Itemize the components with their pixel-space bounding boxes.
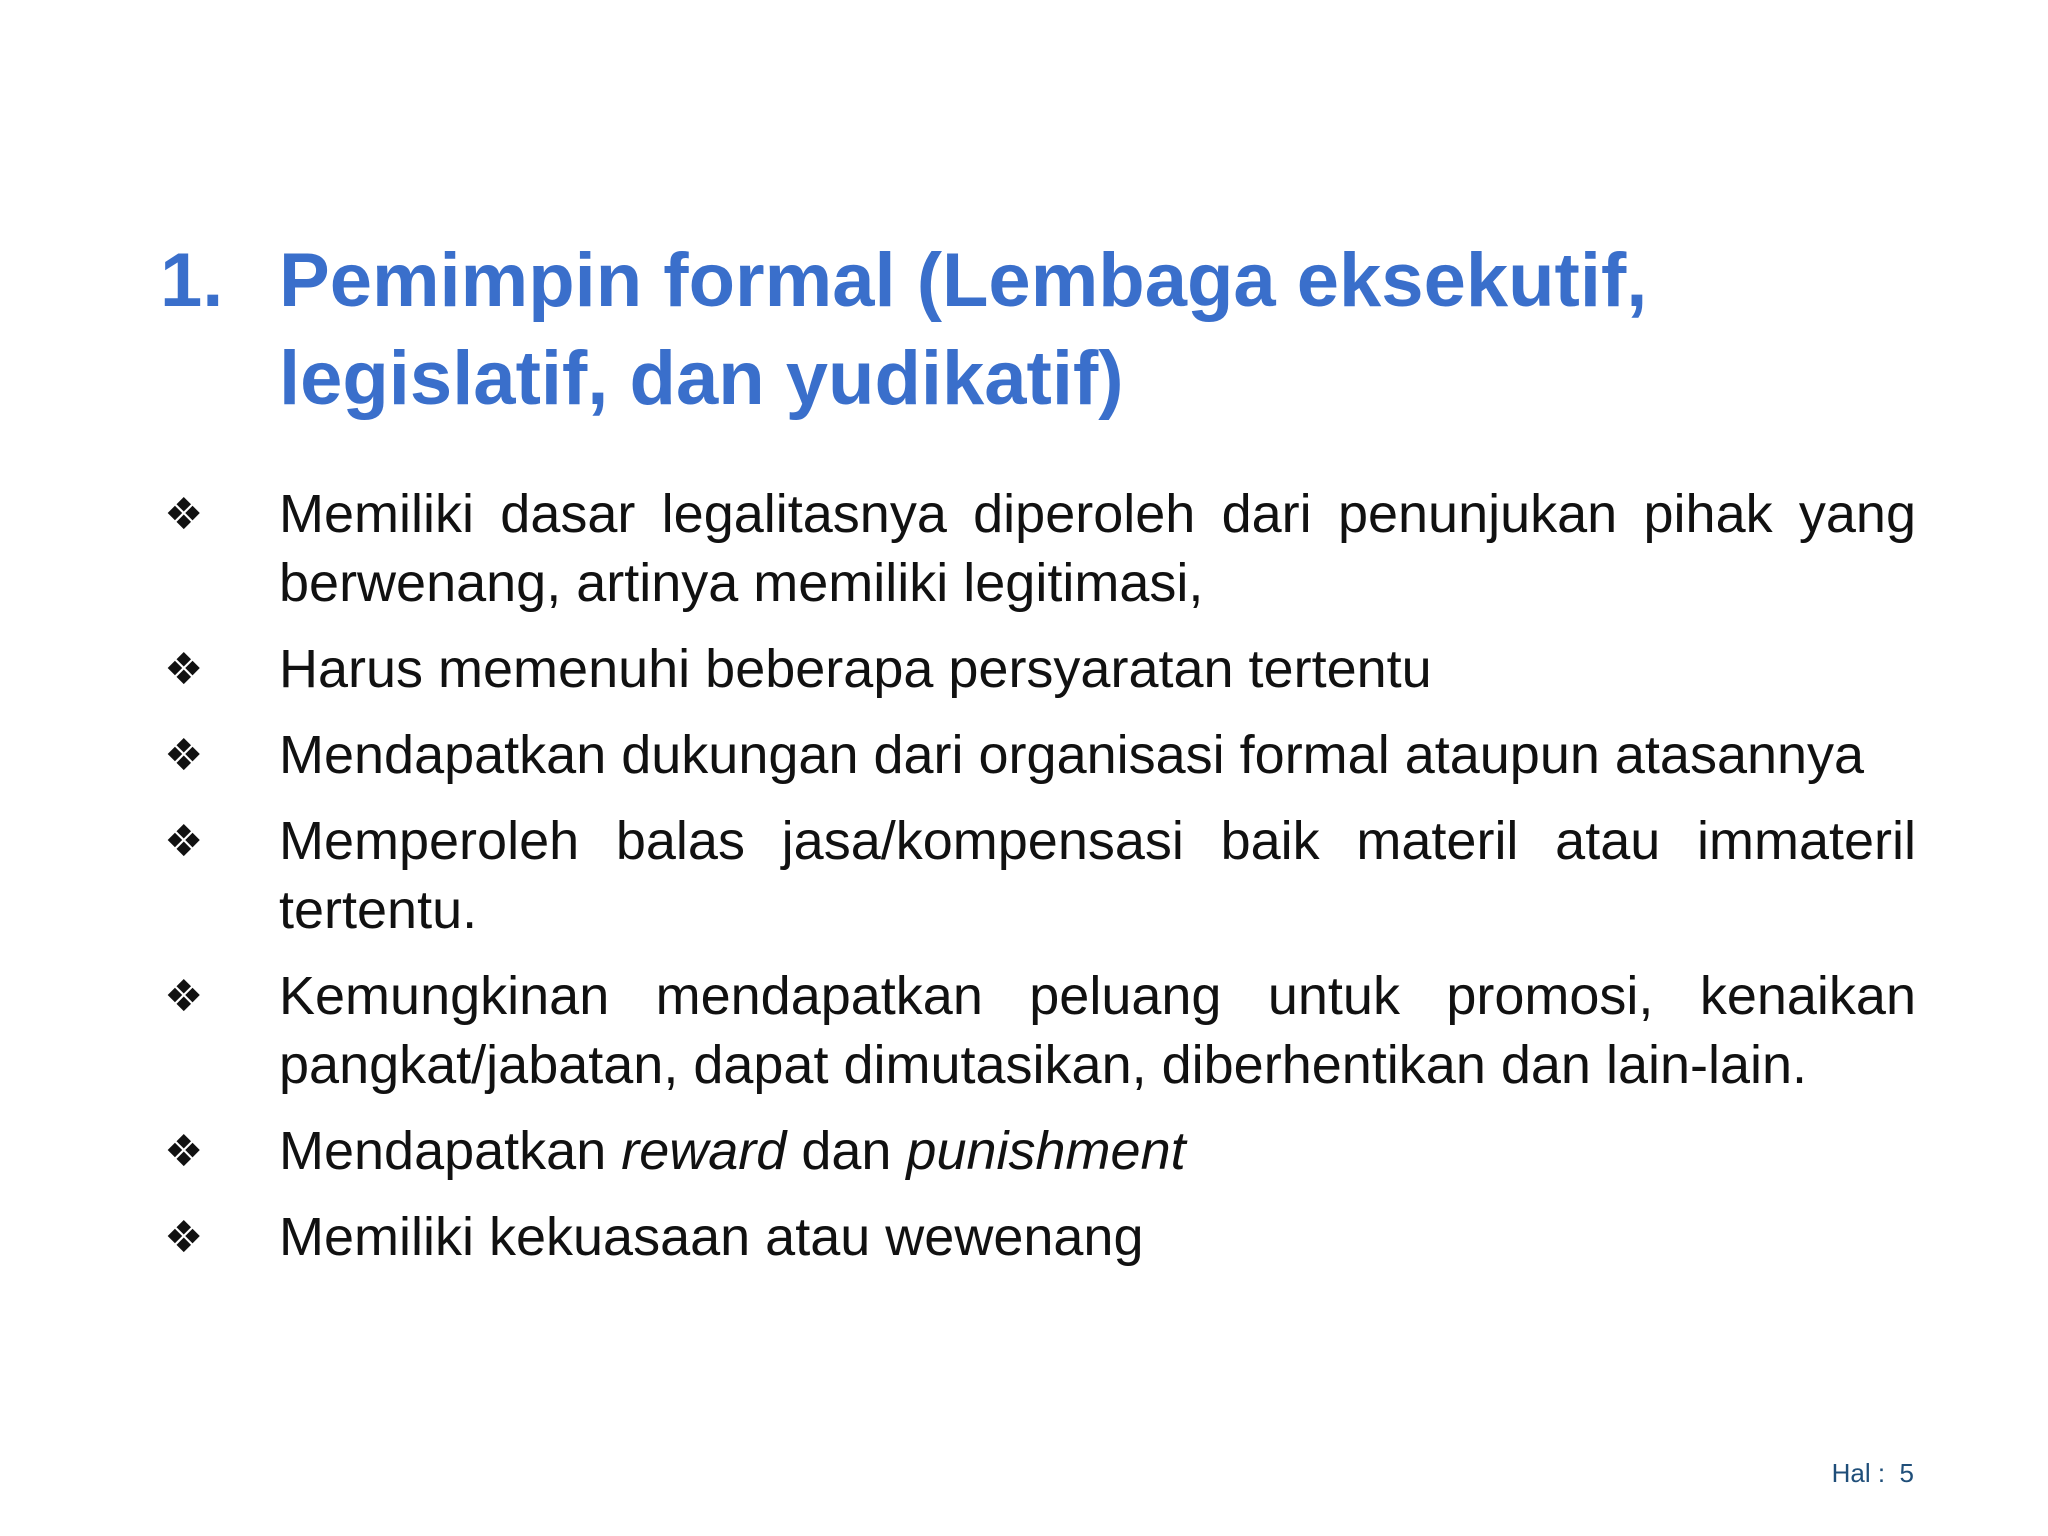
four-diamond-bullet-icon: ❖	[164, 971, 204, 1022]
bullet-text: Mendapatkan dukungan dari organisasi formal ataupun atasannya	[279, 725, 1865, 785]
bullet-list	[160, 480, 1916, 1289]
bullet-text-italic-reward: reward	[621, 1121, 787, 1181]
page-label-text: Hal :	[1831, 1458, 1886, 1488]
page-number-value: 5	[1899, 1458, 1914, 1488]
bullet-text: Memiliki kekuasaan atau wewenang	[279, 1207, 1144, 1267]
bullet-text: Harus memenuhi beberapa persyaratan tertentu	[279, 639, 1432, 699]
bullet-text: Memperoleh balas jasa/kompensasi baik materil atau immateril tertentu.	[279, 811, 1916, 940]
four-diamond-bullet-icon: ❖	[164, 816, 204, 867]
page-number	[1832, 1458, 1914, 1489]
list-item	[160, 721, 1916, 790]
bullet-text	[279, 1117, 1916, 1186]
four-diamond-bullet-icon: ❖	[164, 489, 204, 540]
four-diamond-bullet-icon: ❖	[164, 1212, 204, 1263]
list-item	[160, 635, 1916, 704]
slide-title	[160, 232, 1920, 428]
bullet-text-part: Mendapatkan	[279, 1121, 622, 1181]
list-item	[160, 1117, 1916, 1186]
bullet-text: Kemungkinan mendapatkan peluang untuk promosi, kenaikan pangkat/jabatan, dapat dimutasikan, diberhentikan dan lain-lain.	[279, 966, 1916, 1095]
list-item	[160, 962, 1916, 1100]
four-diamond-bullet-icon: ❖	[164, 644, 204, 695]
list-item	[160, 1203, 1916, 1272]
bullet-text-italic-punishment: punishment	[906, 1121, 1186, 1181]
four-diamond-bullet-icon: ❖	[164, 1126, 204, 1177]
title-number: 1.	[160, 238, 224, 323]
list-item	[160, 480, 1916, 618]
bullet-text-part: dan	[786, 1121, 907, 1181]
bullet-text: Memiliki dasar legalitasnya diperoleh dari penunjukan pihak yang berwenang, artinya memiliki legitimasi,	[279, 484, 1916, 613]
list-item	[160, 807, 1916, 945]
four-diamond-bullet-icon: ❖	[164, 730, 204, 781]
title-text: Pemimpin formal (Lembaga eksekutif, legislatif, dan yudikatif)	[279, 238, 1648, 421]
